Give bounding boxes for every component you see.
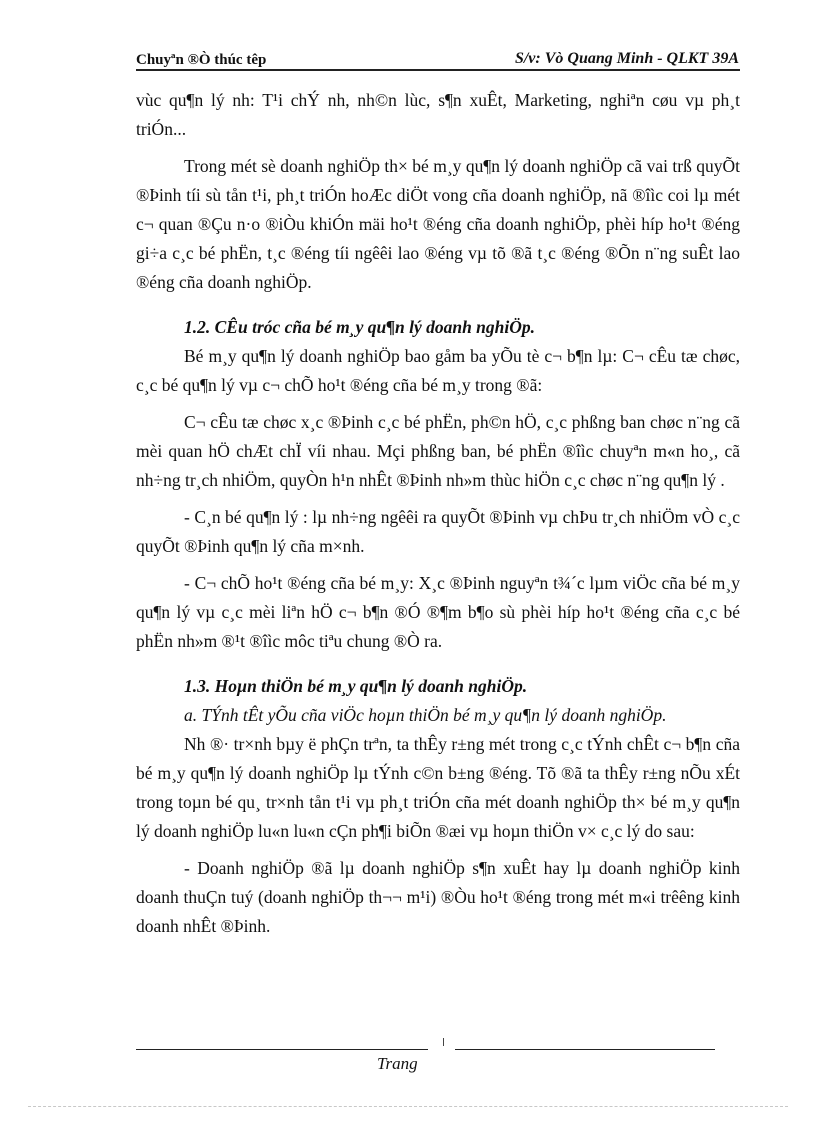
paragraph: Nh ®· tr×nh bµy ë phÇn trªn, ta thÊy r±ng mét trong c¸c tÝnh chÊt c¬ b¶n cña bé m¸y qu¶n lý doanh nghiÖp lµ tÝnh c©n b±ng ®éng. Tõ ®ã ta thÊy r±ng nÕu xÉt trong toµn bé qu¸ tr×nh tån t¹i vµ ph¸t triÓn cña mét doanh nghiÖp th× bé m¸y qu¶n lý doanh nghiÖp lu«n lu«n cÇn ph¶i biÕn ®æi vµ hoµn thiÖn v× c¸c lý do sau: — [136, 734, 740, 841]
page-edge — [28, 1106, 788, 1107]
paragraph: - C¸n bé qu¶n lý : lµ nh÷ng ngêêi ra quyÕt ®Þinh vµ chÞu tr¸ch nhiÖm vÒ c¸c quyÕt ®Þinh qu¶n lý cña m×nh. — [136, 507, 740, 556]
paragraph: C¬ cÊu tæ chøc x¸c ®Þinh c¸c bé phËn, ph©n hÖ, c¸c phßng ban chøc n¨ng cã mèi quan hÖ chÆt chÏ víi nhau. Mçi phßng ban, bé phËn ®îìc chuyªn m«n ho¸, cã nh÷ng tr¸ch nhiÖm, quyÒn h¹n nhÊt ®Þinh nh»m thùc hiÖn c¸c chøc n¨ng qu¶n lý . — [136, 412, 740, 490]
paragraph: Trong mét sè doanh nghiÖp th× bé m¸y qu¶n lý doanh nghiÖp cã vai trß quyÕt ®Þinh tíi sù tån t¹i, ph¸t triÓn hoÆc diÖt vong cña doanh nghiÖp, nã ®îìc coi lµ mét c¬ quan ®Çu n·o ®iÒu khiÓn mäi ho¹t ®éng cña doanh nghiÖp, phèi híp ho¹t ®éng gi÷a c¸c bé phËn, t¸c ®éng tíi ngêêi lao ®éng vµ tõ ®ã t¸c ®éng ®Õn n¨ng suÊt lao ®éng cña doanh nghiÖp. — [136, 156, 740, 292]
paragraph: - C¬ chÕ ho¹t ®éng cña bé m¸y: X¸c ®Þinh nguyªn t¾´c lµm viÖc cña bé m¸y qu¶n lý vµ c¸c mèi liªn hÖ c¬ b¶n ®Ó ®¶m b¶o sù phèi híp ho¹t ®éng cña c¸c bé phËn nh»m ®¹t ®îìc môc tiªu chung ®Ò ra. — [136, 573, 740, 651]
footer-page-label: Trang — [377, 1054, 418, 1073]
section-heading: 1.2. CÊu tróc cña bé m¸y qu¶n lý doanh nghiÖp. — [184, 317, 536, 337]
footer-mark — [443, 1038, 447, 1046]
paragraph: - Doanh nghiÖp ®ã lµ doanh nghiÖp s¶n xuÊt hay lµ doanh nghiÖp kinh doanh thuÇn tuý (doanh nghiÖp th¬¬ m¹i) ®Òu ho¹t ®éng trong mét m«i trêêng kinh doanh nhÊt ®Þinh. — [136, 858, 740, 936]
paragraph: vùc qu¶n lý nh: T¹i chÝ nh, nh©n lùc, s¶n xuÊt, Marketing, nghiªn cøu vµ ph¸t triÓn... — [136, 90, 740, 139]
header-title: Chuyªn ®Ò thúc têp — [136, 52, 267, 68]
header-rule — [136, 69, 740, 71]
footer-rule-left — [136, 1049, 428, 1050]
header-author: S/v: Vò Quang Minh - QLKT 39A — [514, 50, 739, 67]
paragraph: Bé m¸y qu¶n lý doanh nghiÖp bao gåm ba yÕu tè c¬ b¶n lµ: C¬ cÊu tæ chøc, c¸c bé qu¶n lý vµ c¬ chÕ ho¹t ®éng cña bé m¸y trong ®ã: — [136, 346, 740, 395]
section-heading: 1.3. Hoµn thiÖn bé m¸y qu¶n lý doanh nghiÖp. — [184, 676, 528, 696]
subsection-heading: a. TÝnh tÊt yÕu cña viÖc hoµn thiÖn bé m¸y qu¶n lý doanh nghiÖp. — [184, 705, 667, 725]
footer-rule-right — [455, 1049, 715, 1050]
document-body — [136, 86, 740, 941]
